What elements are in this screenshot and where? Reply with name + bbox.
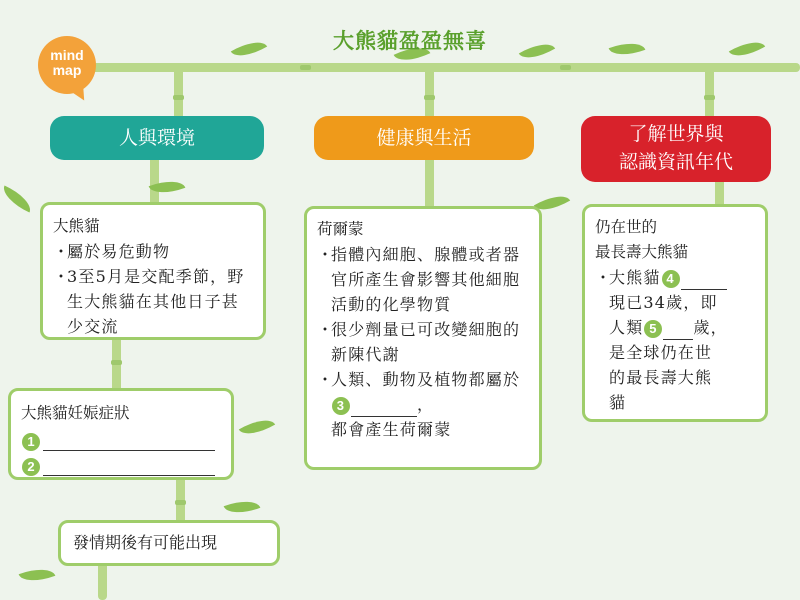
branch-people-environment: 人與環境 [50,116,264,160]
bamboo-stalk-center-mid [425,155,434,210]
estrus-text: 發情期後有可能出現 [73,533,218,552]
bamboo-leaf [0,185,35,212]
symptom-row-1 [21,432,221,451]
hormone-box [304,206,542,470]
oldest-heading-line1: 仍在世的 [595,218,658,236]
bamboo-leaf [729,34,765,63]
branch-world-line2: 認識資訊年代 [618,151,733,173]
bamboo-node [173,95,184,100]
oldest-bullet [595,265,755,415]
branch-health-life: 健康與生活 [314,116,534,160]
oldest-line4: 是全球仍在世 [609,343,713,362]
hormone-bullet-text: 很少劑量已可改變細胞的新陳代謝 [331,320,521,364]
oldest-line6: 貓 [609,393,627,412]
bullet-mark: ・ [317,370,334,389]
hormone-bullet [317,242,529,317]
oldest-line3-suffix: 歲， [693,318,728,337]
number-2-icon: 2 [22,458,40,476]
hormone-bullet-3-line2: 都會產生荷爾蒙 [331,420,452,439]
oldest-panda-box [582,204,768,422]
bullet-mark: ・ [595,268,612,287]
number-3-icon: 3 [332,397,350,415]
branch-world-line1: 了解世界與 [628,123,724,145]
bamboo-node [175,500,186,505]
panda-bullet-text: 屬於易危動物 [67,242,171,261]
answer-blank-1[interactable] [43,432,215,451]
oldest-heading-line2: 最長壽大熊貓 [595,243,689,261]
answer-blank-2[interactable] [43,457,215,476]
answer-blank-3[interactable] [351,398,417,417]
bamboo-stalk-center [425,63,434,121]
bamboo-stalk-left-low [112,335,121,395]
answer-blank-5[interactable] [663,321,693,340]
hormone-heading: 荷爾蒙 [317,220,364,238]
bamboo-node [704,95,715,100]
oldest-line5: 的最長壽大熊 [609,368,713,387]
hormone-bullet [317,317,529,367]
oldest-bullet-text [609,265,755,415]
panda-box [40,202,266,340]
bamboo-leaf [224,495,261,520]
bamboo-horizontal [80,63,800,72]
symptom-row-2 [21,457,221,476]
branch-world-information [581,116,771,182]
panda-bullet [53,264,253,339]
mind-map-badge-line1: mind [50,47,84,63]
mind-map-badge [38,36,96,94]
hormone-bullet-3-prefix: 人類、動物及植物都屬於 [331,370,521,389]
hormone-bullet [317,367,529,442]
bamboo-leaf [239,412,275,441]
hormone-bullet-3 [331,367,529,442]
bamboo-leaf [19,563,56,588]
panda-bullet [53,239,253,264]
bamboo-stalk-left [174,63,183,121]
bamboo-leaf [231,34,267,63]
number-4-icon: 4 [662,270,680,288]
bamboo-leaf [519,36,555,65]
panda-bullet-text: 3至5月是交配季節，野生大熊貓在其他日子甚少交流 [67,267,245,336]
panda-heading: 大熊貓 [53,217,100,235]
bamboo-node [111,360,122,365]
bamboo-stalk-left-base [98,560,107,600]
bamboo-node [300,65,311,70]
oldest-line3-prefix: 人類 [609,318,644,337]
bamboo-node [424,95,435,100]
bamboo-node [560,65,571,70]
estrus-box [58,520,280,566]
number-5-icon: 5 [644,320,662,338]
bullet-mark: ・ [317,320,334,339]
answer-blank-4[interactable] [681,271,727,290]
hormone-bullet-3-suffix: ， [417,395,435,414]
bamboo-leaf [609,37,646,62]
bullet-mark: ・ [317,245,334,264]
page-title: 大熊貓盈盈無喜 [333,29,487,53]
oldest-prefix: 大熊貓 [609,268,661,287]
oldest-line2: 現已34歲，即 [609,293,718,312]
bullet-mark: ・ [53,267,70,286]
symptoms-box [8,388,234,480]
bullet-mark: ・ [53,242,70,261]
mind-map-badge-line2: map [52,62,82,78]
number-1-icon: 1 [22,433,40,451]
bamboo-stalk-right [705,63,714,121]
hormone-bullet-text: 指體內細胞、腺體或者器官所產生會影響其他細胞活動的化學物質 [331,245,521,314]
symptoms-heading: 大熊貓妊娠症狀 [21,404,130,422]
